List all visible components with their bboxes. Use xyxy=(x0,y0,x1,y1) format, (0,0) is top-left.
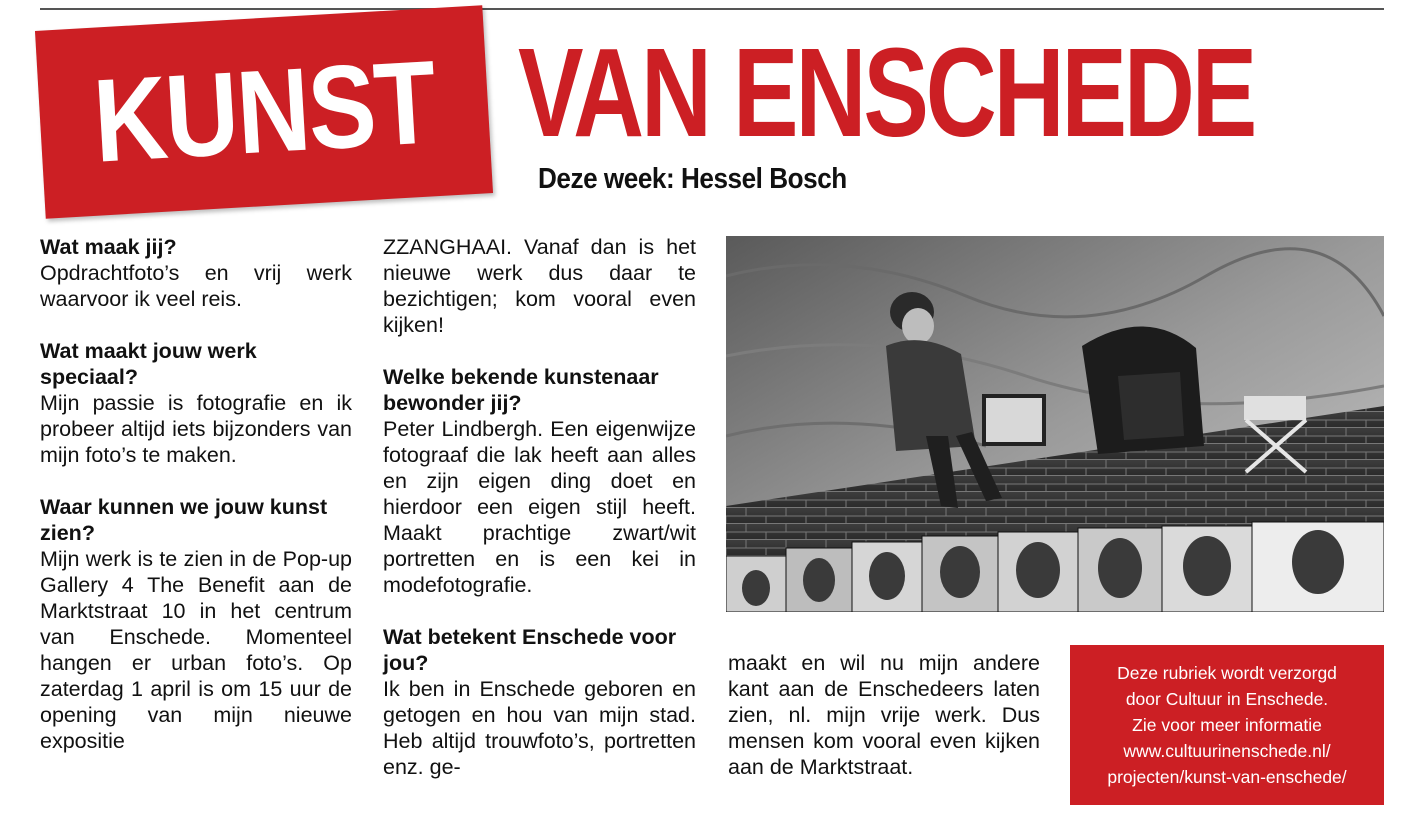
article-column-3 xyxy=(728,650,1040,780)
section-text: Peter Lindbergh. Een eigenwijze fotograaf die lak heeft aan alles en zijn eigen ding doet en hierdoor een eigen stijl heeft. Maakt prachtige zwart/wit portretten en is een kei in modefotografie. xyxy=(383,417,696,597)
kunst-badge-text: KUNST xyxy=(90,36,438,188)
section-text: Mijn passie is fotografie en ik probeer altijd iets bijzonders van mijn foto’s te maken. xyxy=(40,391,352,467)
info-link[interactable]: projecten/kunst-van-enschede/ xyxy=(1107,767,1347,787)
info-line: Zie voor meer informatie xyxy=(1132,715,1322,735)
section-text: Opdrachtfoto’s en vrij werk waarvoor ik veel reis. xyxy=(40,261,352,311)
info-link[interactable]: www.cultuurinenschede.nl/ xyxy=(1123,741,1331,761)
info-line: door Cultuur in Enschede. xyxy=(1125,689,1329,709)
section-text: Ik ben in Enschede geboren en getogen en hou van mijn stad. Heb altijd trouwfoto’s, portretten enz. ge- xyxy=(383,677,696,779)
article-column-2 xyxy=(383,234,696,780)
section-spacer xyxy=(40,468,352,494)
top-rule xyxy=(40,8,1384,10)
article-column-1 xyxy=(40,234,352,754)
artist-photo xyxy=(726,236,1384,612)
section-heading: Welke bekende kunstenaar bewonder jij? xyxy=(383,365,659,415)
section-spacer xyxy=(383,598,696,624)
section-heading: Waar kunnen we jouw kunst zien? xyxy=(40,495,328,545)
section-text: Mijn werk is te zien in de Pop-up Gallery 4 The Benefit aan de Marktstraat 10 in het centrum van Enschede. Momenteel hangen er urban foto’s. Op zaterdag 1 april is om 15 uur de opening van mijn nieuwe expositie xyxy=(40,547,352,753)
section-text: ZZANGHAAI. Vanaf dan is het nieuwe werk dus daar te bezichtigen; kom vooral even kijken! xyxy=(383,235,696,337)
section-heading: Wat maak jij? xyxy=(40,235,177,259)
page-subtitle: Deze week: Hessel Bosch xyxy=(538,163,847,195)
section-spacer xyxy=(383,338,696,364)
section-heading: Wat betekent Enschede voor jou? xyxy=(383,625,677,675)
info-box xyxy=(1070,645,1384,805)
kunst-badge xyxy=(35,5,493,218)
section-heading: Wat maakt jouw werk speciaal? xyxy=(40,339,257,389)
section-text: maakt en wil nu mijn andere kant aan de Enschedeers laten zien, nl. mijn vrije werk. Dus mensen kom vooral even kijken aan de Marktstraat. xyxy=(728,651,1040,779)
info-line: Deze rubriek wordt verzorgd xyxy=(1117,663,1337,683)
section-spacer xyxy=(40,312,352,338)
page-title: VAN ENSCHEDE xyxy=(518,22,1255,163)
